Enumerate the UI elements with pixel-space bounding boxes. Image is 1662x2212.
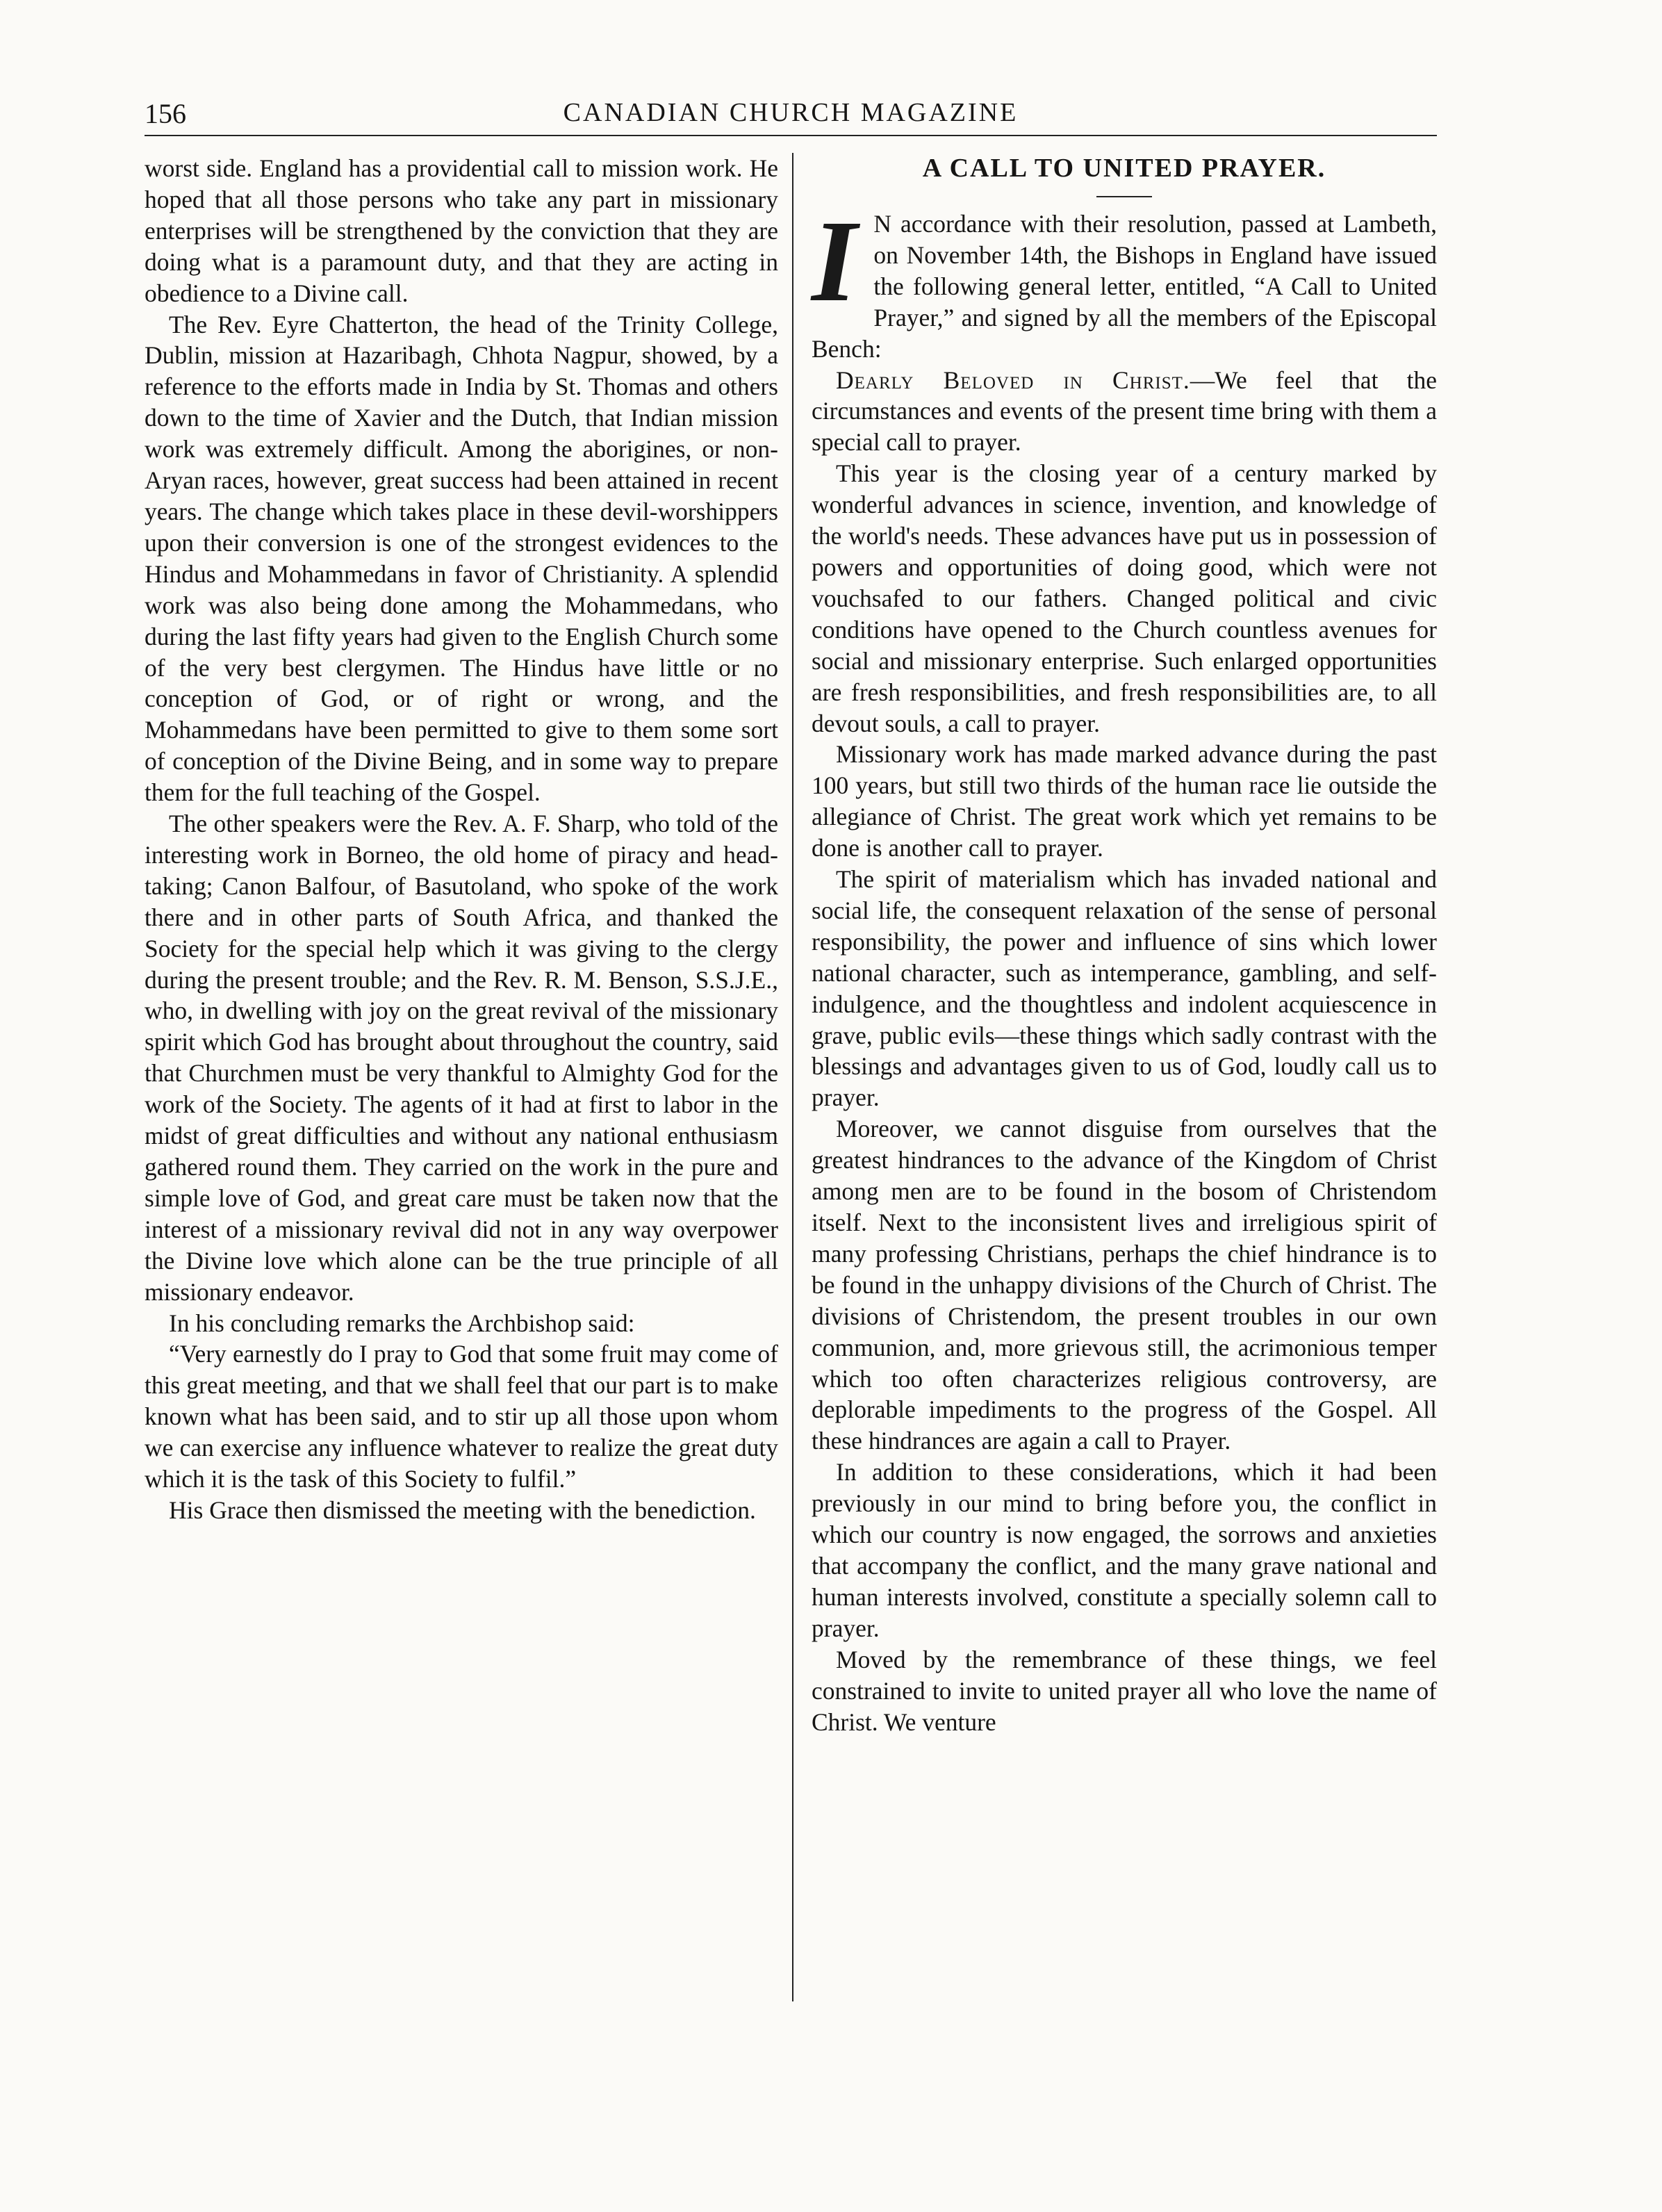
salutation-text: —We feel that the circumstances and events of the present time bring with them a special call to prayer. [812, 366, 1437, 457]
header-rule [145, 135, 1437, 136]
paragraph: His Grace then dismissed the meeting with the benediction. [169, 1496, 756, 1524]
paragraph: In addition to these considerations, which it had been previously in our mind to bring before you, the conflict in which our country is now engaged, the sorrows and anxieties that accompany the conflict, and the many grave national and human interests involved, constitute a specially solemn call to prayer. [812, 1458, 1437, 1642]
intro-paragraph [812, 197, 1437, 365]
article-title: A CALL TO UNITED PRAYER. [922, 154, 1326, 183]
salutation: Dearly Beloved in Christ. [836, 366, 1190, 394]
drop-cap-letter: I [812, 197, 857, 326]
paragraph: Moved by the remembrance of these things, we feel constrained to invite to united prayer all who love the name of Christ. We venture [812, 1645, 1437, 1736]
right-column [812, 153, 1437, 1737]
salutation-paragraph [812, 365, 1437, 459]
left-column [145, 153, 778, 1526]
paragraph: Missionary work has made marked advance during the past 100 years, but still two thirds of the human race lie outside the allegiance of Christ. The great work which yet remains to be done is another call to prayer. [812, 740, 1437, 862]
page-header [145, 97, 1437, 139]
intro-text: N accordance with their resolution, passed at Lambeth, on November 14th, the Bishops in England have issued the following general letter, entitled, “A Call to United Prayer,” and signed by all the members of the Episcopal Bench: [812, 210, 1437, 363]
title-rule [1096, 196, 1152, 197]
quotation-paragraph: “Very earnestly do I pray to God that some fruit may come of this great meeting, and that we shall feel that our part is to make known what has been said, and to stir up all those upon whom we can exercise any influence whatever to realize the great duty which it is the task of this Society to fulfil.” [145, 1340, 778, 1493]
running-title: CANADIAN CHURCH MAGAZINE [563, 98, 1019, 127]
page-number: 156 [145, 98, 186, 129]
paragraph: This year is the closing year of a century marked by wonderful advances in science, invention, and knowledge of the world's needs. These advances have put us in possession of powers and opportunities of doing good, which were not vouchsafed to our fathers. Changed political and civic conditions have opened to the Church countless avenues for social and missionary enterprise. Such enlarged opportunities are fresh responsibilities, and fresh responsibilities are, to all devout souls, a call to prayer. [812, 459, 1437, 737]
paragraph: worst side. England has a providential call to mission work. He hoped that all those persons who take any part in missionary enterprises will be strengthened by the conviction that they are doing what is a paramount duty, and that they are acting in obedience to a Divine call. [145, 154, 778, 307]
paragraph: In his concluding remarks the Archbishop said: [169, 1309, 635, 1337]
paragraph: The spirit of materialism which has invaded national and social life, the consequent relaxation of the sense of personal responsibility, the power and influence of sins which lower national character, such as intemperance, gambling, and self-indulgence, and the thoughtless and indolent acquiescence in grave, public evils—these things which sadly contrast with the blessings and advantages given to us of God, loudly call us to prayer. [812, 865, 1437, 1112]
paragraph: The other speakers were the Rev. A. F. Sharp, who told of the interesting work in Borneo, the old home of piracy and head-taking; Canon Balfour, of Basutoland, who spoke of the work there and in other parts of South Africa, and thanked the Society for the special help which it was giving to the clergy during the present trouble; and the Rev. R. M. Benson, S.S.J.E., who, in dwelling with joy on the great revival of the missionary spirit which God has brought about throughout the country, said that Churchmen must be very thankful to Almighty God for the work of the Society. The agents of it had at first to labor in the midst of great difficulties and without any national enthusiasm gathered round them. They carried on the work in the pure and simple love of God, and great care must be taken now that the interest of a missionary revival did not in any way overpower the Divine love which alone can be the true principle of all missionary endeavor. [145, 810, 778, 1306]
column-divider [792, 153, 793, 2001]
paragraph: Moreover, we cannot disguise from ourselves that the greatest hindrances to the advance of the Kingdom of Christ among men are to be found in the bosom of Christendom itself. Next to the inconsistent lives and irreligious spirit of many professing Christians, perhaps the chief hindrance is to be found in the unhappy divisions of the Church of Christ. The divisions of Christendom, the present troubles in our own communion, and, more grievous still, the acrimonious temper which too often characterizes religious controversy, are deplorable impediments to the progress of the Gospel. All these hindrances are again a call to Prayer. [812, 1115, 1437, 1455]
paragraph: The Rev. Eyre Chatterton, the head of the Trinity College, Dublin, mission at Hazaribagh, Chhota Nagpur, showed, by a reference to the efforts made in India by St. Thomas and others down to the time of Xavier and the Dutch, that Indian mission work was extremely difficult. Among the aborigines, or non-Aryan races, however, great success had been attained in recent years. The change which takes place in these devil-worshippers upon their conversion is one of the strongest evidences to the Hindus and Mohammedans in favor of Christianity. A splendid work was also being done among the Mohammedans, who during the last fifty years had given to the English Church some of the very best clergymen. The Hindus have little or no conception of God, or of right or wrong, and the Mohammedans have been permitted to give to them some sort of conception of the Divine Being, and in some way to prepare them for the full teaching of the Gospel. [145, 310, 778, 807]
